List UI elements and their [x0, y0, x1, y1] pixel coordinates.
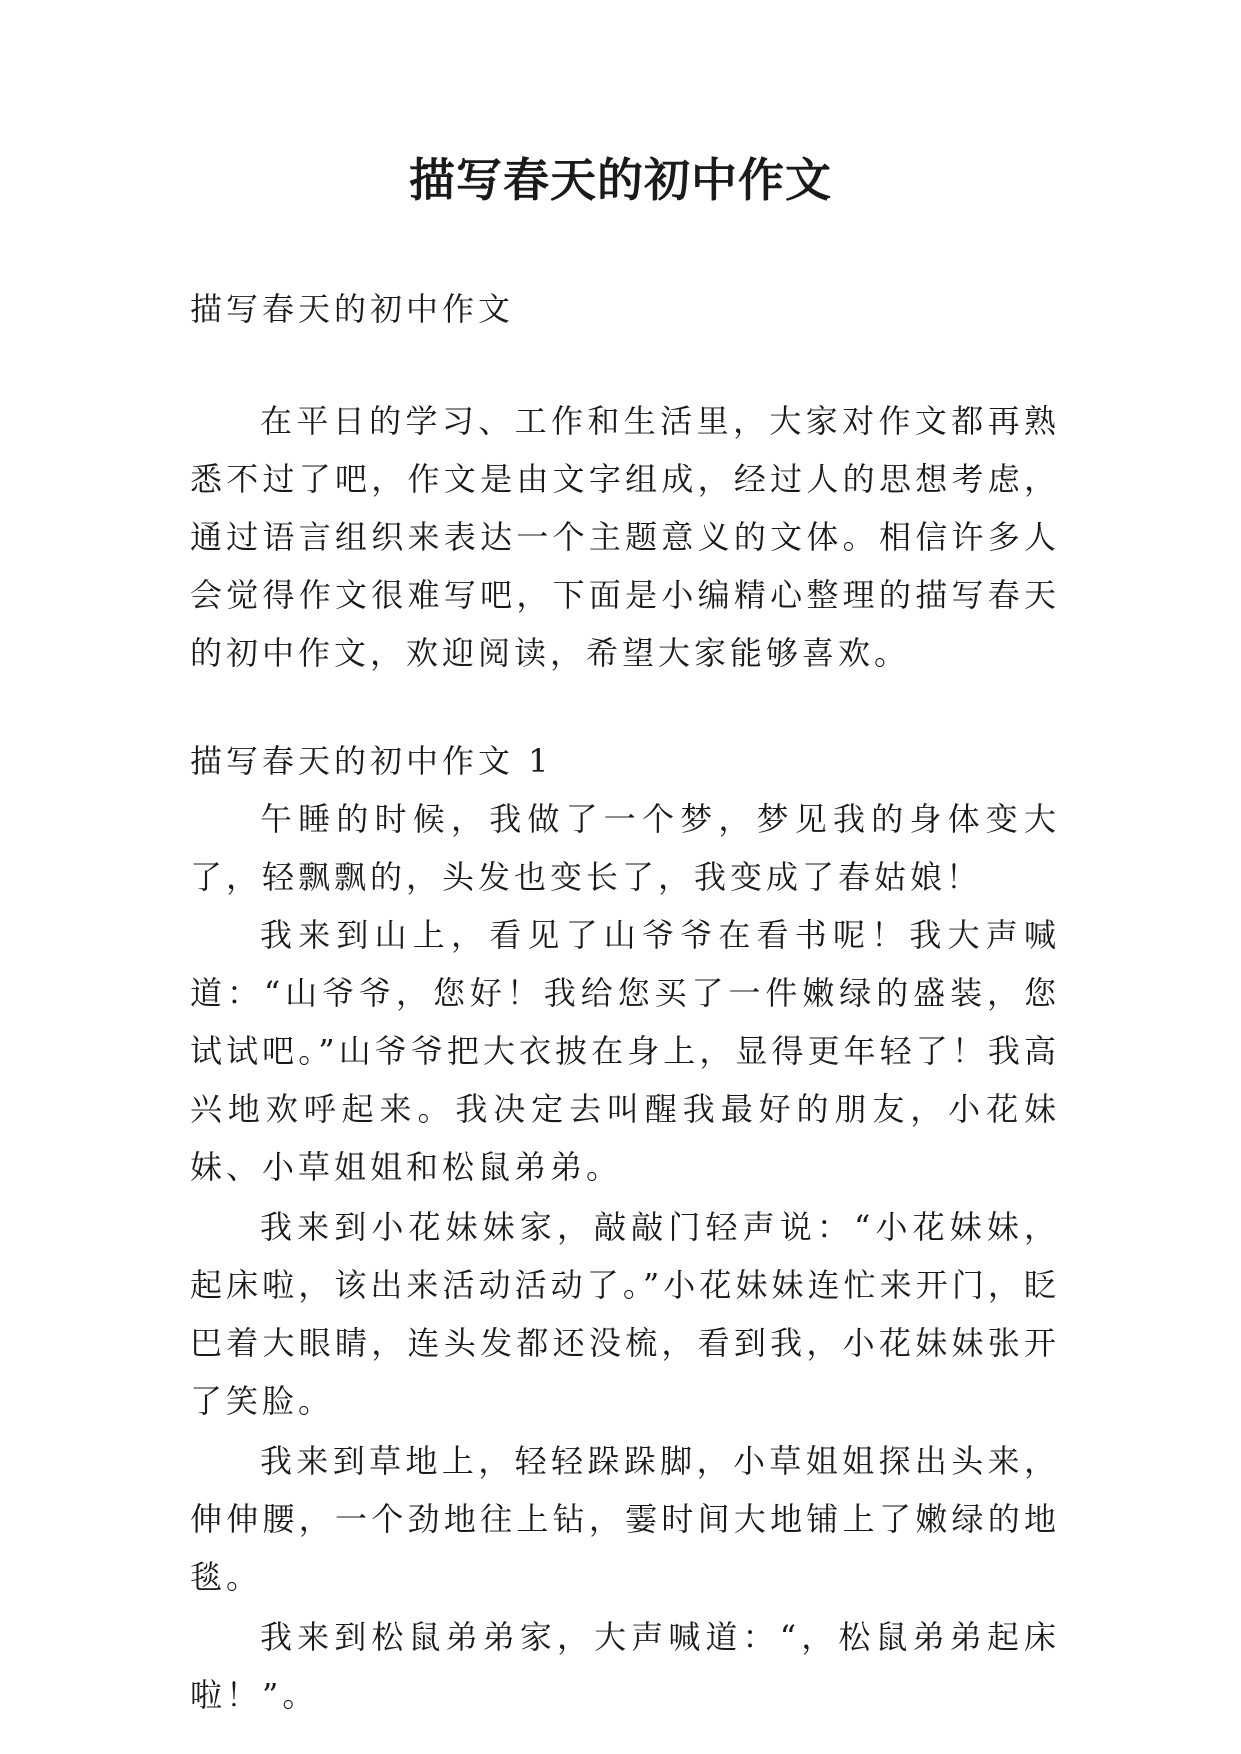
document-body [190, 280, 1060, 1724]
spacer [190, 338, 1060, 392]
intro-paragraph: 在平日的学习、工作和生活里，大家对作文都再熟悉不过了吧，作文是由文字组成，经过人的思想考虑，通过语言组织来表达一个主题意义的文体。相信许多人会觉得作文很难写吧，下面是小编精心整理的描写春天的初中作文，欢迎阅读，希望大家能够喜欢。 [190, 402, 1060, 672]
document-subtitle: 描写春天的初中作文 [190, 290, 515, 328]
page-title: 描写春天的初中作文 [409, 153, 832, 207]
section-heading: 描写春天的初中作文 1 [190, 742, 553, 780]
paragraph: 午睡的时候，我做了一个梦，梦见我的身体变大了，轻飘飘的，头发也变长了，我变成了春姑娘！ [190, 800, 1060, 896]
paragraph: 我来到小花妹妹家，敲敲门轻声说：“小花妹妹，起床啦，该出来活动活动了。”小花妹妹连忙来开门，眨巴着大眼睛，连头发都还没梳，看到我，小花妹妹张开了笑脸。 [190, 1208, 1060, 1420]
paragraph: 我来到草地上，轻轻跺跺脚，小草姐姐探出头来，伸伸腰，一个劲地往上钻，霎时间大地铺上了嫩绿的地毯。 [190, 1442, 1060, 1596]
paragraph: 我来到山上，看见了山爷爷在看书呢！我大声喊道：“山爷爷，您好！我给您买了一件嫩绿的盛装，您试试吧。”山爷爷把大衣披在身上，显得更年轻了！我高兴地欢呼起来。我决定去叫醒我最好的朋友，小花妹妹、小草姐姐和松鼠弟弟。 [190, 916, 1060, 1186]
spacer [190, 682, 1060, 732]
paragraph: 我来到松鼠弟弟家，大声喊道：“，松鼠弟弟起床啦！”。 [190, 1618, 1060, 1714]
